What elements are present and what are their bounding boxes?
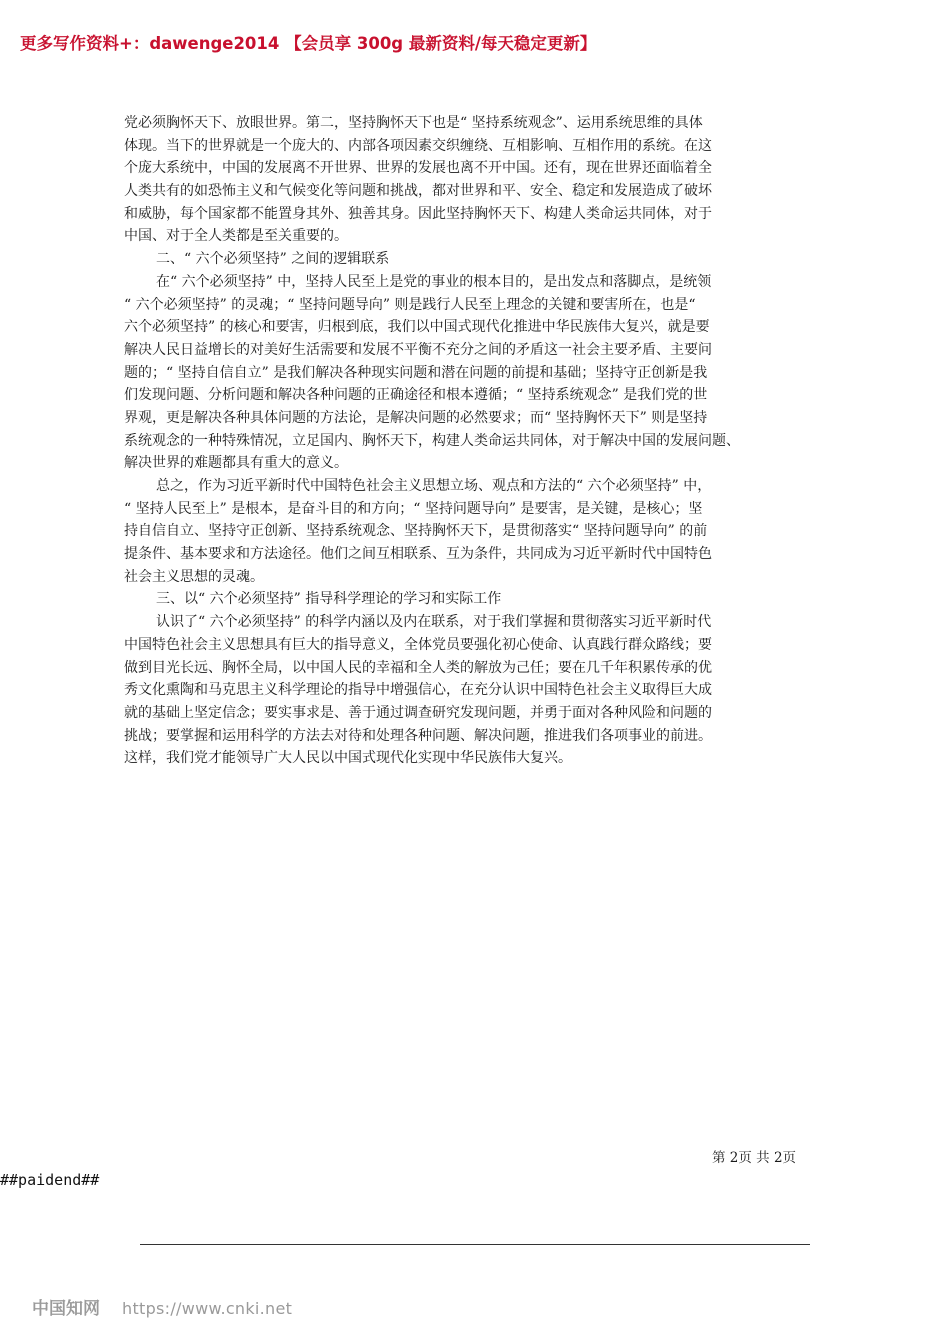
page-number: 第 2页 共 2页 xyxy=(712,1150,797,1166)
footer-watermark xyxy=(32,1294,292,1319)
body-line: 提条件、基本要求和方法途径。他们之间互相联系、互为条件，共同成为习近平新时代中国特色 xyxy=(124,546,712,563)
body-line: 挑战；要掌握和运用科学的方法去对待和处理各种问题、解决问题，推进我们各项事业的前进。 xyxy=(124,727,712,744)
body-line: 解决世界的难题都具有重大的意义。 xyxy=(124,455,348,472)
paidend-marker: ##paidend## xyxy=(0,1171,100,1189)
body-line: 中国、对于全人类都是至关重要的。 xyxy=(124,228,348,245)
body-line: 解决人民日益增长的对美好生活需要和发展不平衡不充分之间的矛盾这一社会主要矛盾、主要问 xyxy=(124,341,712,358)
footer-divider xyxy=(140,1244,810,1245)
body-line: 人类共有的如恐怖主义和气候变化等问题和挑战，都对世界和平、安全、稳定和发展造成了破坏 xyxy=(124,183,712,200)
body-line: 个庞大系统中，中国的发展离不开世界、世界的发展也离不开中国。还有，现在世界还面临着全 xyxy=(124,160,712,177)
body-line: 和威胁，每个国家都不能置身其外、独善其身。因此坚持胸怀天下、构建人类命运共同体，对于 xyxy=(124,205,712,222)
body-line: 做到目光长远、胸怀全局，以中国人民的幸福和全人类的解放为己任；要在几千年积累传承的优 xyxy=(124,659,712,676)
body-line: 界观，更是解决各种具体问题的方法论，是解决问题的必然要求；而“ 坚持胸怀天下” 则是坚持 xyxy=(124,409,708,426)
body-line: 这样，我们党才能领导广大人民以中国式现代化实现中华民族伟大复兴。 xyxy=(124,750,572,767)
body-line: 体现。当下的世界就是一个庞大的、内部各项因素交织缠绕、互相影响、互相作用的系统。在这 xyxy=(124,137,712,154)
body-line: 六个必须坚持” 的核心和要害，归根到底，我们以中国式现代化推进中华民族伟大复兴，就是要 xyxy=(124,319,710,336)
body-line: 党必须胸怀天下、放眼世界。第二，坚持胸怀天下也是“ 坚持系统观念”、运用系统思维的具体 xyxy=(124,115,703,131)
body-line: 认识了“ 六个必须坚持” 的科学内涵以及内在联系，对于我们掌握和贯彻落实习近平新时代 xyxy=(156,614,712,631)
document-body xyxy=(124,112,844,770)
body-line: “ 六个必须坚持” 的灵魂；“ 坚持问题导向” 则是践行人民至上理念的关键和要害所在，也是“ xyxy=(124,296,696,313)
body-line: 总之，作为习近平新时代中国特色社会主义思想立场、观点和方法的“ 六个必须坚持” 中， xyxy=(156,478,712,494)
site-name: 中国知网 xyxy=(32,1299,100,1319)
body-line: 题的；“ 坚持自信自立” 是我们解决各种现实问题和潜在问题的前提和基础；坚持守正创新是我 xyxy=(124,364,708,381)
body-line: 中国特色社会主义思想具有巨大的指导意义，全体党员要强化初心使命、认真践行群众路线；要 xyxy=(124,636,712,653)
body-line: 三、以“ 六个必须坚持” 指导科学理论的学习和实际工作 xyxy=(156,591,502,608)
body-line: 秀文化熏陶和马克思主义科学理论的指导中增强信心，在充分认识中国特色社会主义取得巨大成 xyxy=(124,682,712,699)
body-line: 就的基础上坚定信念；要实事求是、善于通过调查研究发现问题，并勇于面对各种风险和问题的 xyxy=(124,704,712,721)
body-line: 们发现问题、分析问题和解决各种问题的正确途径和根本遵循；“ 坚持系统观念” 是我们党的世 xyxy=(124,387,708,404)
body-line: “ 坚持人民至上” 是根本，是奋斗目的和方向；“ 坚持问题导向” 是要害，是关键，是核心；坚 xyxy=(124,500,703,517)
body-line: 系统观念的一种特殊情况，立足国内、胸怀天下，构建人类命运共同体，对于解决中国的发展问题、 xyxy=(124,432,740,449)
site-url[interactable]: https://www.cnki.net xyxy=(122,1299,293,1318)
body-line: 在“ 六个必须坚持” 中，坚持人民至上是党的事业的根本目的，是出发点和落脚点，是统领 xyxy=(156,273,712,290)
promo-banner: 更多写作资料+：dawenge2014 【会员享 300g 最新资料/每天稳定更新】 xyxy=(20,34,597,53)
body-line: 二、“ 六个必须坚持” 之间的逻辑联系 xyxy=(156,251,390,268)
body-line: 持自信自立、坚持守正创新、坚持系统观念、坚持胸怀天下，是贯彻落实“ 坚持问题导向” 的前 xyxy=(124,523,708,540)
body-line: 社会主义思想的灵魂。 xyxy=(124,568,264,585)
